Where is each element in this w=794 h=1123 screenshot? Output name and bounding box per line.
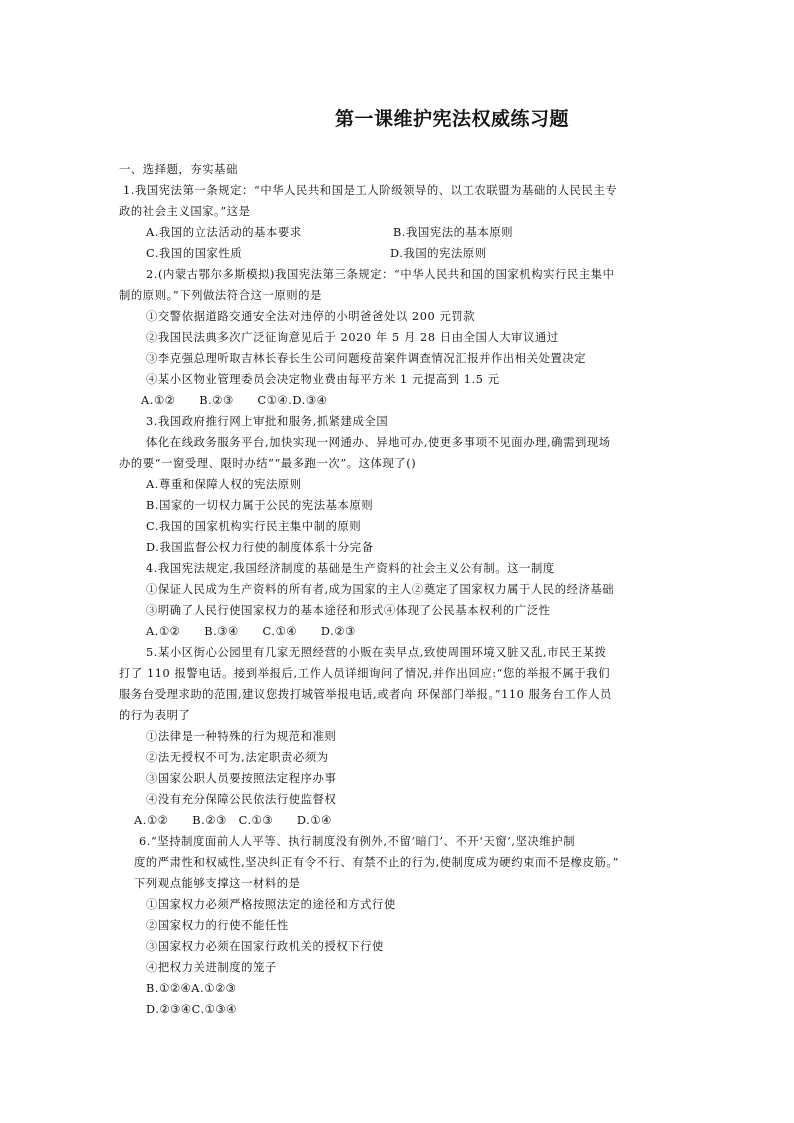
question-6-text: 6.“坚持制度面前人人平等、执行制度没有例外,不留‘暗门’、不开‘天窗’,坚决维护制	[139, 835, 576, 848]
question-6-statement: ①国家权力必须严格按照法定的途径和方式行使	[146, 898, 396, 911]
question-6-statement: ③国家权力必须在国家行政机关的授权下行使	[146, 940, 384, 953]
question-1-option-a: A.我国的立法活动的基本要求	[146, 226, 302, 239]
question-5-statement: ③国家公职人员要按照法定程序办事	[146, 772, 337, 785]
question-1-option-b: B.我国宪法的基本原则	[393, 226, 514, 239]
question-5-options: A.①② B.②③ C.①③ D.①④	[134, 814, 332, 827]
question-3-text: 3.我国政府推行网上审批和服务,抓紧建成全国	[146, 415, 389, 428]
question-4-statement: ①保证人民成为生产资料的所有者,成为国家的主人②奠定了国家权力属于人民的经济基础	[146, 583, 615, 596]
question-2-statement: ②我国民法典多次广泛征询意见后于 2020 年 5 月 28 日由全国人大审议通过	[146, 331, 559, 344]
question-4-statement: ③明确了人民行使国家权力的基本途径和形式④体现了公民基本权利的广泛性	[146, 604, 551, 617]
question-1-text: 政的社会主义国家。”这是	[119, 205, 251, 218]
question-1-text: 1.我国宪法第一条规定：“中华人民共和国是工人阶级领导的、以工农联盟为基础的人民民主专	[123, 184, 618, 197]
question-4-text: 4.我国宪法规定,我国经济制度的基础是生产资料的社会主义公有制。这一制度	[146, 562, 555, 575]
question-6-options: B.①②④A.①②③	[146, 982, 237, 995]
question-2-statement: ④某小区物业管理委员会决定物业费由每平方米 1 元提高到 1.5 元	[146, 373, 500, 386]
question-6-text: 下列观点能够支撑这一材料的是	[134, 877, 301, 890]
question-3-option-a: A.尊重和保障人权的宪法原则	[146, 478, 302, 491]
question-6-statement: ②国家权力的行使不能任性	[146, 919, 289, 932]
question-4-options: A.①② B.③④ C.①④ D.②③	[146, 625, 356, 638]
question-2-text: 2.(内蒙古鄂尔多斯模拟)我国宪法第三条规定：“中华人民共和国的国家机构实行民主集中	[146, 268, 615, 281]
section-heading: 一、选择题，夯实基础	[119, 163, 238, 176]
question-2-statement: ③李克强总理听取吉林长春长生公司问题疫苗案件调查情况汇报并作出相关处置决定	[146, 352, 587, 365]
question-5-text: 打了 110 报警电话。接到举报后,工作人员详细询问了情况,并作出回应:“您的举报不属于我们	[119, 667, 611, 680]
question-3-text: 体化在线政务服务平台,加快实现一网通办、异地可办,使更多事项不见面办理,确需到现场	[146, 436, 611, 449]
question-2-text: 制的原则。”下列做法符合这一原则的是	[119, 289, 322, 302]
question-5-text: 的行为表明了	[119, 709, 191, 722]
question-6-statement: ④把权力关进制度的笼子	[146, 961, 277, 974]
question-2-statement: ①交警依据道路交通安全法对违停的小明爸爸处以 200 元罚款	[146, 310, 476, 323]
question-3-option-d: D.我国监督公权力行使的制度体系十分完备	[146, 541, 374, 554]
question-1-option-d: D.我国的宪法原则	[390, 247, 487, 260]
question-5-statement: ①法律是一种特殊的行为规范和准则	[146, 730, 337, 743]
question-1-option-c: C.我国的国家性质	[146, 247, 243, 260]
question-3-text: 办的要“一窗受理、限时办结”“最多跑一次”。这体现了()	[119, 457, 417, 470]
question-5-text: 5.某小区街心公园里有几家无照经营的小贩在卖早点,致使周围环境又脏又乱,市民王某拨	[146, 646, 607, 659]
question-2-options: A.①② B.②③ C①④.D.③④	[141, 394, 328, 407]
question-5-statement: ②法无授权不可为,法定职责必须为	[146, 751, 329, 764]
question-3-option-b: B.国家的一切权力属于公民的宪法基本原则	[146, 499, 374, 512]
question-3-option-c: C.我国的国家机构实行民主集中制的原则	[146, 520, 362, 533]
question-5-text: 服务台受理求助的范围,建议您拨打城管举报电话,或者向 环保部门举报。”110 服务台工作人员	[119, 688, 612, 701]
question-6-options: D.②③④C.①③④	[146, 1003, 237, 1016]
question-5-statement: ④没有充分保障公民依法行使监督权	[146, 793, 337, 806]
question-6-text: 度的严肃性和权威性,坚决纠正有令不行、有禁不止的行为,使制度成为硬约束而不是橡皮筋。”	[134, 856, 619, 869]
page-title: 第一课维护宪法权威练习题	[334, 108, 569, 130]
